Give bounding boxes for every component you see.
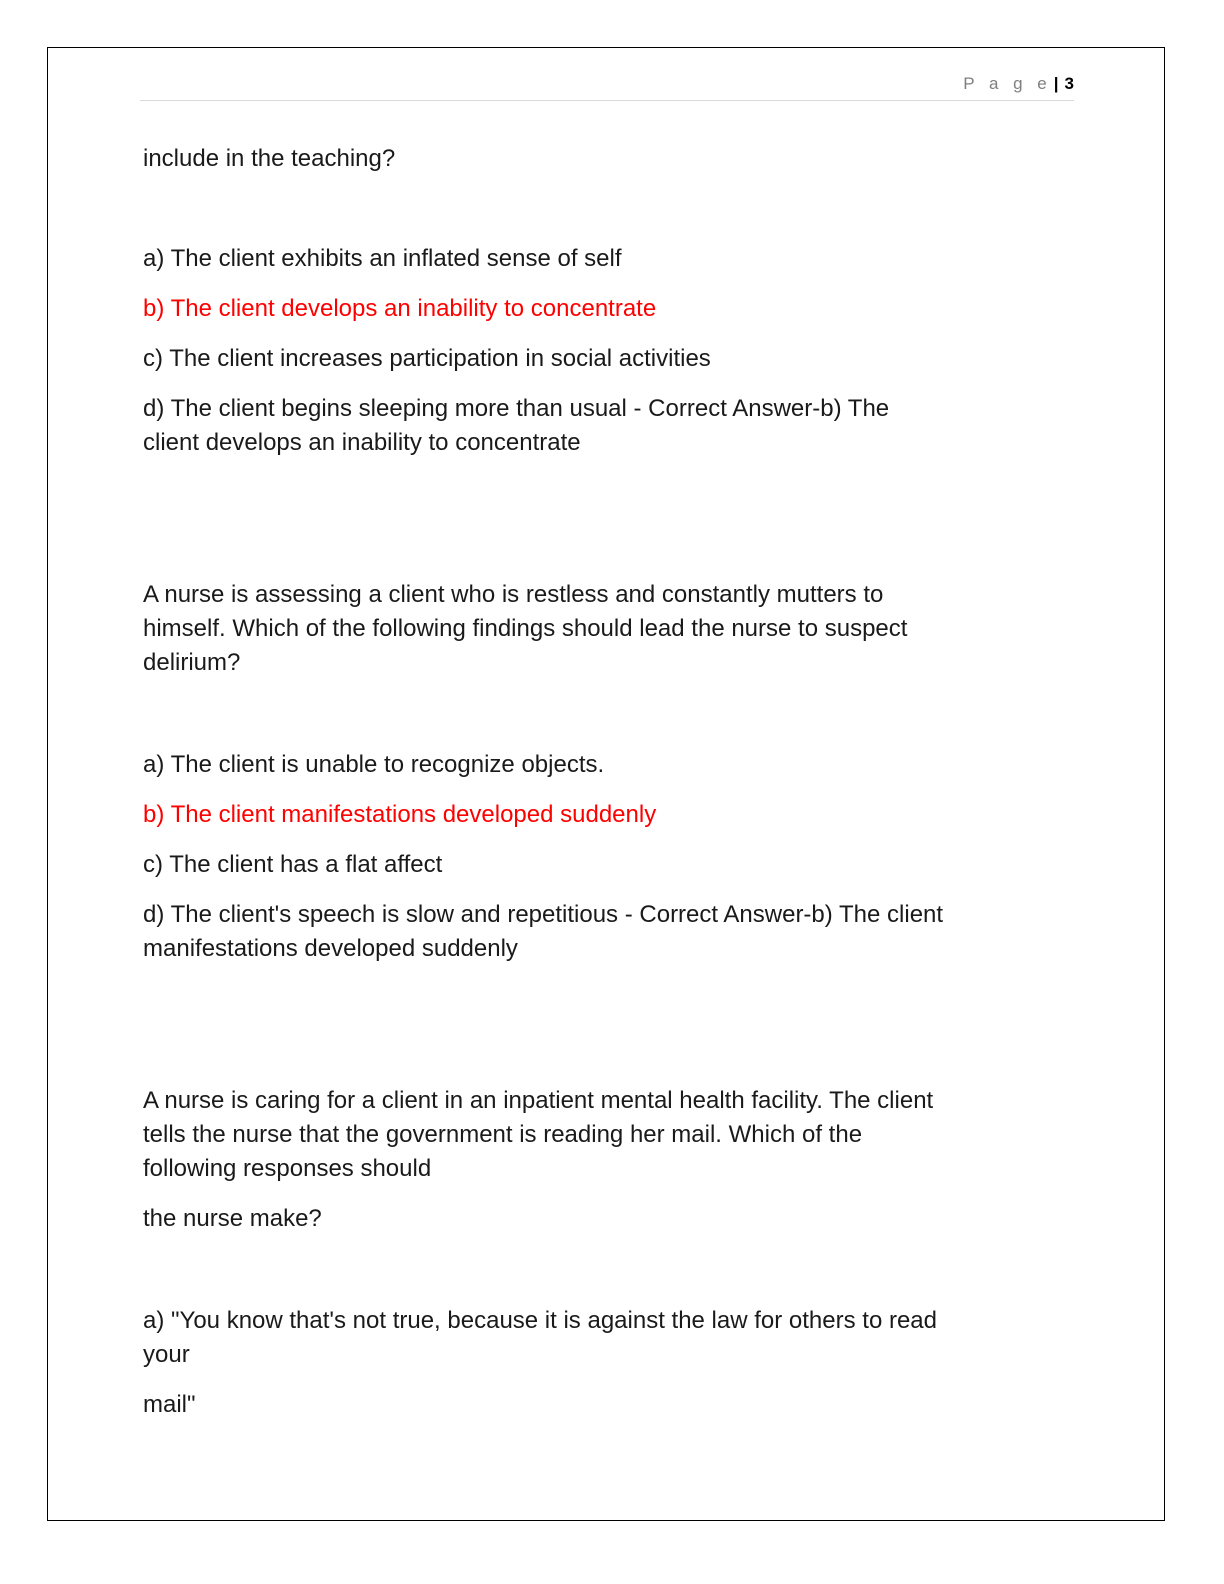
q2-option-d-line1: d) The client's speech is slow and repetitious - Correct Answer-b) The client bbox=[143, 901, 944, 928]
q2-option-a: a) The client is unable to recognize objects. bbox=[143, 751, 605, 778]
q3-stem-line1: A nurse is caring for a client in an inpatient mental health facility. The client bbox=[143, 1087, 934, 1114]
page-number: 3 bbox=[1064, 74, 1074, 93]
page-header bbox=[140, 74, 1074, 101]
q3-stem-line2: tells the nurse that the government is reading her mail. Which of the bbox=[143, 1121, 863, 1148]
q3-stem-line3: following responses should bbox=[143, 1155, 432, 1182]
q1-option-a: a) The client exhibits an inflated sense of self bbox=[143, 245, 622, 272]
page-label: P a g e bbox=[963, 74, 1052, 93]
q3-stem-line4: the nurse make? bbox=[143, 1205, 322, 1232]
q1-option-d-line2: client develops an inability to concentrate bbox=[143, 429, 581, 456]
q3-option-a-line3: mail" bbox=[143, 1391, 196, 1418]
q1-option-c: c) The client increases participation in social activities bbox=[143, 345, 711, 372]
q2-stem-line3: delirium? bbox=[143, 649, 241, 676]
q2-option-b-correct: b) The client manifestations developed suddenly bbox=[143, 801, 657, 828]
q1-option-d-line1: d) The client begins sleeping more than usual - Correct Answer-b) The bbox=[143, 395, 890, 422]
q2-option-d-line2: manifestations developed suddenly bbox=[143, 935, 518, 962]
q3-option-a-line2: your bbox=[143, 1341, 190, 1368]
q1-option-b-correct: b) The client develops an inability to concentrate bbox=[143, 295, 657, 322]
q3-option-a-line1: a) "You know that's not true, because it is against the law for others to read bbox=[143, 1307, 938, 1334]
q2-stem-line2: himself. Which of the following findings should lead the nurse to suspect bbox=[143, 615, 908, 642]
q2-option-c: c) The client has a flat affect bbox=[143, 851, 443, 878]
q2-stem-line1: A nurse is assessing a client who is restless and constantly mutters to bbox=[143, 581, 884, 608]
page-separator: | bbox=[1053, 74, 1059, 93]
q1-stem-tail: include in the teaching? bbox=[143, 145, 396, 172]
